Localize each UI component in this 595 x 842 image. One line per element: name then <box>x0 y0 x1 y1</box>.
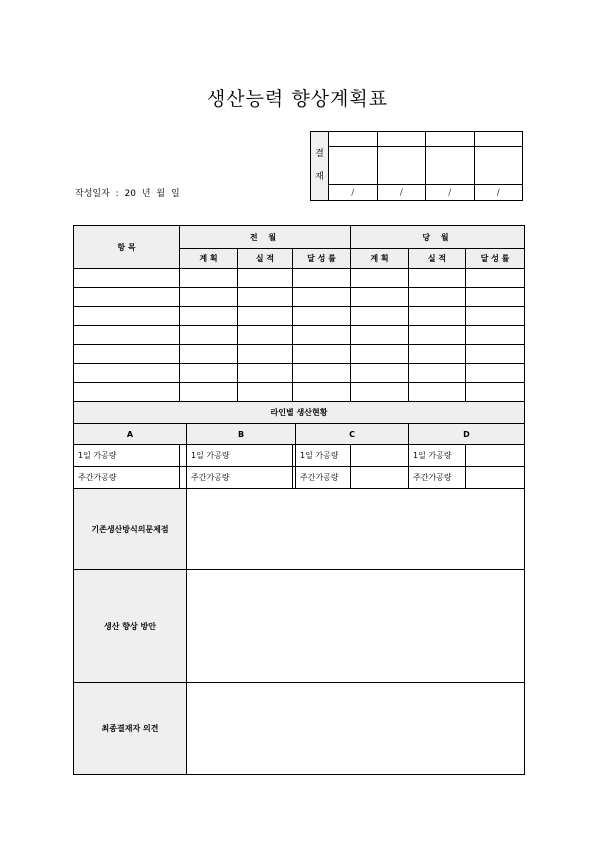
data-cell[interactable] <box>180 326 238 345</box>
line-b-daily-label <box>187 445 293 467</box>
prev-actual-header: 실 적 <box>238 249 293 269</box>
approval-sign[interactable] <box>474 147 523 185</box>
approval-box <box>310 131 523 201</box>
section-problem-content[interactable] <box>187 489 525 570</box>
data-cell[interactable] <box>466 288 525 307</box>
this-rate-header: 달 성 률 <box>466 249 525 269</box>
daily-label: 1일 가공량 <box>78 451 117 460</box>
section-plan-label: 생산 향상 방안 <box>74 570 187 683</box>
data-cell[interactable] <box>293 307 351 326</box>
item-cell[interactable] <box>74 269 180 288</box>
section-opinion-content[interactable] <box>187 683 525 775</box>
line-a-daily-label <box>74 445 180 467</box>
prev-rate-header: 달 성 률 <box>293 249 351 269</box>
data-cell[interactable] <box>180 364 238 383</box>
data-row <box>74 288 525 307</box>
data-cell[interactable] <box>238 345 293 364</box>
approval-sign[interactable] <box>329 147 378 185</box>
data-cell[interactable] <box>293 326 351 345</box>
data-cell[interactable] <box>180 307 238 326</box>
line-d-daily-value[interactable] <box>466 445 525 467</box>
section-plan-content[interactable] <box>187 570 525 683</box>
page-title: 생산능력 향상계획표 <box>206 88 389 110</box>
line-a-daily-value[interactable] <box>180 445 187 467</box>
item-cell[interactable] <box>74 383 180 402</box>
data-cell[interactable] <box>180 269 238 288</box>
data-cell[interactable] <box>466 345 525 364</box>
data-cell[interactable] <box>293 364 351 383</box>
this-plan-header: 계 획 <box>351 249 409 269</box>
approval-date[interactable]: / <box>474 185 523 201</box>
data-cell[interactable] <box>466 326 525 345</box>
prev-plan-header: 계 획 <box>180 249 238 269</box>
item-cell[interactable] <box>74 364 180 383</box>
data-row <box>74 345 525 364</box>
prev-month-header: 전 월 <box>180 226 351 249</box>
data-cell[interactable] <box>466 383 525 402</box>
weekly-label: 주간가공량 <box>300 473 339 482</box>
daily-label: 1일 가공량 <box>300 451 339 460</box>
data-row <box>74 383 525 402</box>
data-cell[interactable] <box>409 364 466 383</box>
line-a-weekly-value[interactable] <box>180 467 187 489</box>
this-actual-header: 실 적 <box>409 249 466 269</box>
line-d-daily-label <box>409 445 466 467</box>
line-c-daily-value[interactable] <box>351 445 409 467</box>
data-row <box>74 326 525 345</box>
line-header-d: D <box>409 424 525 445</box>
section-opinion-label: 최종결재자 의견 <box>74 683 187 775</box>
data-cell[interactable] <box>409 383 466 402</box>
data-cell[interactable] <box>409 269 466 288</box>
data-cell[interactable] <box>180 345 238 364</box>
line-header-a: A <box>74 424 187 445</box>
line-b-weekly-label <box>187 467 293 489</box>
data-cell[interactable] <box>180 288 238 307</box>
plan-table <box>73 225 525 775</box>
approval-sign[interactable] <box>377 147 426 185</box>
data-cell[interactable] <box>351 326 409 345</box>
approval-side-bottom: 재 <box>315 172 324 182</box>
line-d-weekly-value[interactable] <box>466 467 525 489</box>
approval-cell[interactable] <box>474 132 523 147</box>
data-cell[interactable] <box>293 269 351 288</box>
data-cell[interactable] <box>238 383 293 402</box>
data-cell[interactable] <box>351 364 409 383</box>
approval-date[interactable]: / <box>426 185 475 201</box>
data-cell[interactable] <box>466 269 525 288</box>
data-cell[interactable] <box>351 269 409 288</box>
line-d-weekly-label <box>409 467 466 489</box>
line-c-daily-label <box>296 445 351 467</box>
weekly-label: 주간가공량 <box>191 473 230 482</box>
data-cell[interactable] <box>409 307 466 326</box>
data-cell[interactable] <box>351 345 409 364</box>
data-cell[interactable] <box>351 383 409 402</box>
data-cell[interactable] <box>238 307 293 326</box>
item-cell[interactable] <box>74 326 180 345</box>
line-c-weekly-label <box>296 467 351 489</box>
line-status-title: 라인별 생산현황 <box>74 402 525 424</box>
item-header: 항 목 <box>74 226 180 269</box>
item-cell[interactable] <box>74 345 180 364</box>
data-cell[interactable] <box>409 288 466 307</box>
line-header-b: B <box>187 424 296 445</box>
data-cell[interactable] <box>238 288 293 307</box>
approval-side-top: 결 <box>315 149 324 160</box>
daily-label: 1일 가공량 <box>413 451 452 460</box>
data-cell[interactable] <box>238 269 293 288</box>
item-cell[interactable] <box>74 288 180 307</box>
line-header-c: C <box>296 424 409 445</box>
data-cell[interactable] <box>293 383 351 402</box>
line-a-weekly-label <box>74 467 180 489</box>
approval-date[interactable]: / <box>329 185 378 201</box>
approval-side <box>311 132 329 201</box>
approval-cell[interactable] <box>426 132 475 147</box>
data-cell[interactable] <box>293 288 351 307</box>
this-month-header: 당 월 <box>351 226 525 249</box>
data-row <box>74 364 525 383</box>
data-cell[interactable] <box>293 345 351 364</box>
data-row <box>74 269 525 288</box>
approval-cell[interactable] <box>329 132 378 147</box>
data-row <box>74 307 525 326</box>
daily-label: 1일 가공량 <box>191 451 230 460</box>
data-cell[interactable] <box>409 345 466 364</box>
data-cell[interactable] <box>466 307 525 326</box>
weekly-label: 주간가공량 <box>413 473 452 482</box>
weekly-label: 주간가공량 <box>78 473 117 482</box>
data-cell[interactable] <box>180 383 238 402</box>
item-cell[interactable] <box>74 307 180 326</box>
approval-sign[interactable] <box>426 147 475 185</box>
section-problem-label: 기존생산방식의문제점 <box>74 489 187 570</box>
data-cell[interactable] <box>351 288 409 307</box>
approval-date[interactable]: / <box>377 185 426 201</box>
data-cell[interactable] <box>238 364 293 383</box>
data-cell[interactable] <box>409 326 466 345</box>
data-cell[interactable] <box>238 326 293 345</box>
line-c-weekly-value[interactable] <box>351 467 409 489</box>
data-cell[interactable] <box>351 307 409 326</box>
approval-cell[interactable] <box>377 132 426 147</box>
date-line: 작성일자 : 20 년 월 일 <box>75 189 180 199</box>
data-cell[interactable] <box>466 364 525 383</box>
